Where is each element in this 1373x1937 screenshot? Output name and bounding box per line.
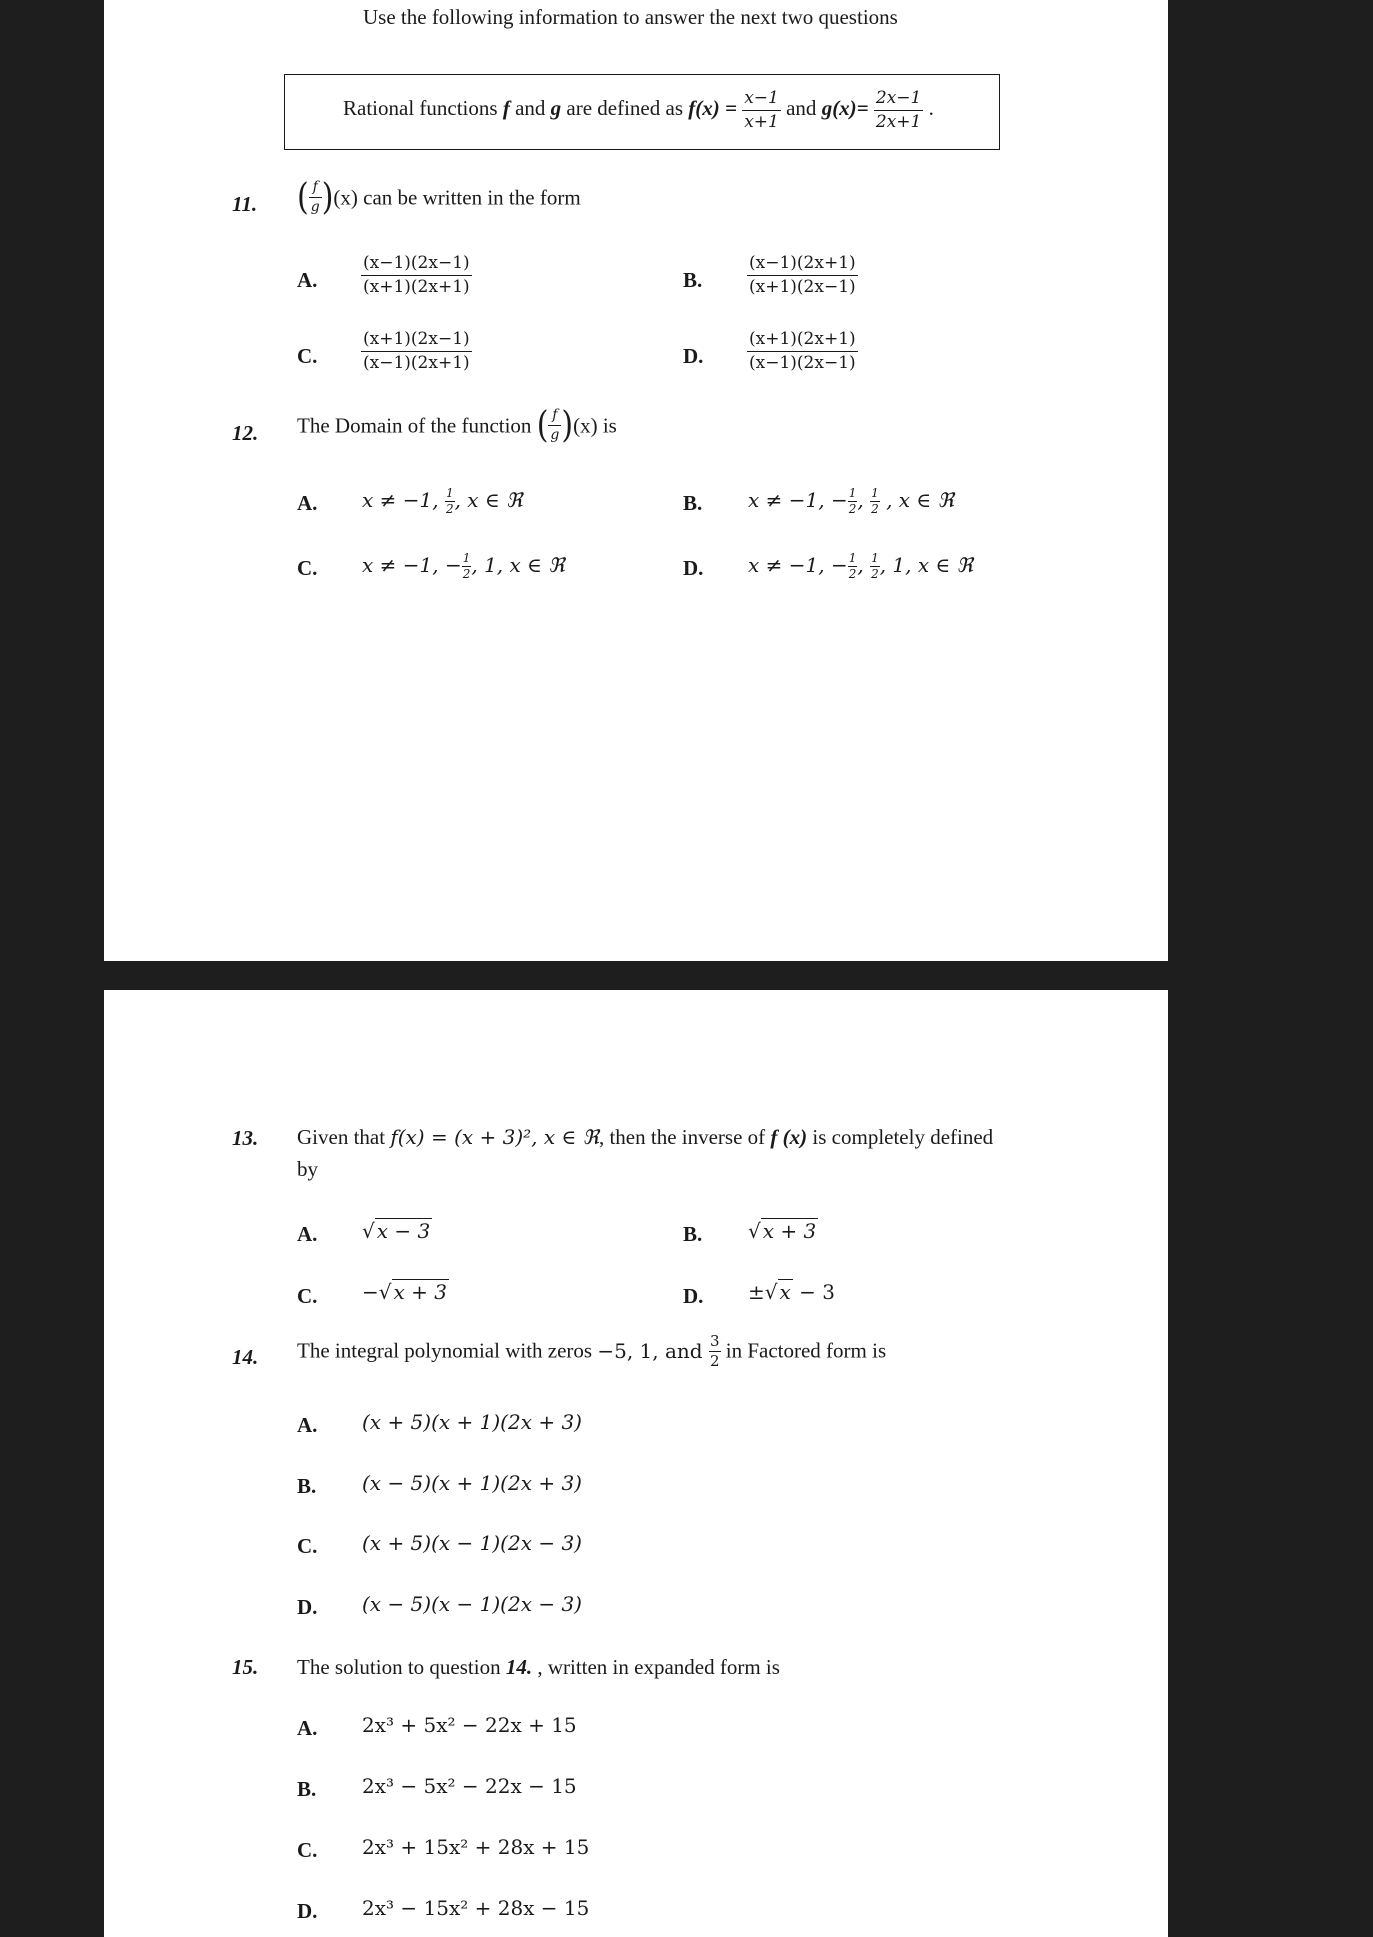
q11-option-a[interactable]: $\frac{(x-1)(2x-1)}{(x+1)(2x+1)}$: [363, 253, 470, 297]
f-fraction: $\frac{x-1}{x+1}$: [744, 88, 779, 132]
q11-option-c-letter[interactable]: C.: [297, 344, 318, 368]
q12-option-c-letter[interactable]: C.: [297, 556, 318, 580]
definition-box: [284, 74, 1000, 150]
q12-fg-fraction: $\frac{f}{g}$: [550, 407, 560, 444]
q13-text: Given that f(x) = (x + 3)², x ∈ ℜ, then the inverse of f (x) is completely defined: [297, 1125, 994, 1149]
q12-option-d-letter[interactable]: D.: [683, 556, 704, 580]
q13-option-c-letter[interactable]: C.: [297, 1284, 318, 1308]
q14-option-a-letter[interactable]: A.: [297, 1413, 318, 1437]
q15-option-b-letter[interactable]: B.: [297, 1777, 317, 1801]
q13-number: 13.: [232, 1126, 259, 1150]
q14-option-c[interactable]: (x + 5)(x − 1)(2x − 3): [362, 1531, 582, 1555]
q12-number: 12.: [232, 421, 259, 445]
q12-option-b-letter[interactable]: B.: [683, 491, 703, 515]
q11-number: 11.: [232, 192, 258, 216]
q11-text: ( $\frac{f}{g}$ )(x) can be written in the form: [297, 176, 581, 219]
q11-option-d[interactable]: $\frac{(x+1)(2x+1)}{(x-1)(2x-1)}$: [749, 329, 856, 373]
q11-option-d-letter[interactable]: D.: [683, 344, 704, 368]
q15-option-c[interactable]: 2x³ + 15x² + 28x + 15: [362, 1835, 590, 1859]
q13-option-d-letter[interactable]: D.: [683, 1284, 704, 1308]
q15-text: The solution to question 14. , written in expanded form is: [297, 1655, 780, 1679]
q11-option-b[interactable]: $\frac{(x-1)(2x+1)}{(x+1)(2x-1)}$: [749, 253, 856, 297]
q12-option-a-letter[interactable]: A.: [297, 491, 318, 515]
q14-fraction: $\frac{3}{2}$: [709, 1332, 720, 1370]
q12-option-b[interactable]: x ≠ −1, − $\frac{1}{2}$ , $\frac{1}{2}$ , x ∈ ℜ: [748, 486, 954, 517]
q11-option-c[interactable]: $\frac{(x+1)(2x-1)}{(x-1)(2x+1)}$: [363, 329, 470, 373]
q11-fg-fraction: $\frac{f}{g}$: [310, 179, 320, 216]
g-fraction: $\frac{2x-1}{2x+1}$: [875, 88, 922, 132]
q15-option-a-letter[interactable]: A.: [297, 1716, 318, 1740]
q13-option-b[interactable]: √ x + 3: [748, 1219, 817, 1243]
definition-text: Rational functions f and g are defined as f(x) = $\frac{x-1}{x+1}$ and g(x)= $\frac{2x-1}{2x+1}$ .: [343, 88, 934, 132]
q12-option-a[interactable]: x ≠ −1, $\frac{1}{2}$ , x ∈ ℜ: [362, 486, 523, 517]
q14-option-a[interactable]: (x + 5)(x + 1)(2x + 3): [362, 1410, 582, 1434]
q11-option-a-letter[interactable]: A.: [297, 268, 318, 292]
q12-option-d[interactable]: x ≠ −1, − $\frac{1}{2}$ , $\frac{1}{2}$ , 1, x ∈ ℜ: [748, 551, 973, 582]
q14-number: 14.: [232, 1345, 259, 1369]
q13-text-cont: by: [297, 1157, 318, 1181]
q13-option-a-letter[interactable]: A.: [297, 1222, 318, 1246]
q13-option-c[interactable]: −√ x + 3: [362, 1280, 447, 1304]
q14-option-b[interactable]: (x − 5)(x + 1)(2x + 3): [362, 1471, 582, 1495]
q12-option-c[interactable]: x ≠ −1, − $\frac{1}{2}$ , 1, x ∈ ℜ: [362, 551, 565, 582]
q14-option-b-letter[interactable]: B.: [297, 1474, 317, 1498]
q15-option-d-letter[interactable]: D.: [297, 1899, 318, 1923]
q14-option-c-letter[interactable]: C.: [297, 1534, 318, 1558]
page-2: [104, 990, 1168, 1937]
q13-option-b-letter[interactable]: B.: [683, 1222, 703, 1246]
q15-option-d[interactable]: 2x³ − 15x² + 28x − 15: [362, 1896, 590, 1920]
q15-option-b[interactable]: 2x³ − 5x² − 22x − 15: [362, 1774, 577, 1798]
page-1: [104, 0, 1168, 961]
q15-option-c-letter[interactable]: C.: [297, 1838, 318, 1862]
q15-number: 15.: [232, 1655, 259, 1679]
intro-text: Use the following information to answer the next two questions: [363, 5, 898, 29]
q14-option-d-letter[interactable]: D.: [297, 1595, 318, 1619]
q14-text: The integral polynomial with zeros −5, 1, and $\frac{3}{2}$ in Factored form is: [297, 1332, 887, 1370]
q11-option-b-letter[interactable]: B.: [683, 268, 703, 292]
q14-option-d[interactable]: (x − 5)(x − 1)(2x − 3): [362, 1592, 582, 1616]
q12-text: The Domain of the function ( $\frac{f}{g}$ )(x) is: [297, 404, 617, 447]
q15-option-a[interactable]: 2x³ + 5x² − 22x + 15: [362, 1713, 577, 1737]
q13-option-d[interactable]: ±√ x − 3: [748, 1280, 835, 1304]
q13-option-a[interactable]: √ x − 3: [362, 1219, 431, 1243]
